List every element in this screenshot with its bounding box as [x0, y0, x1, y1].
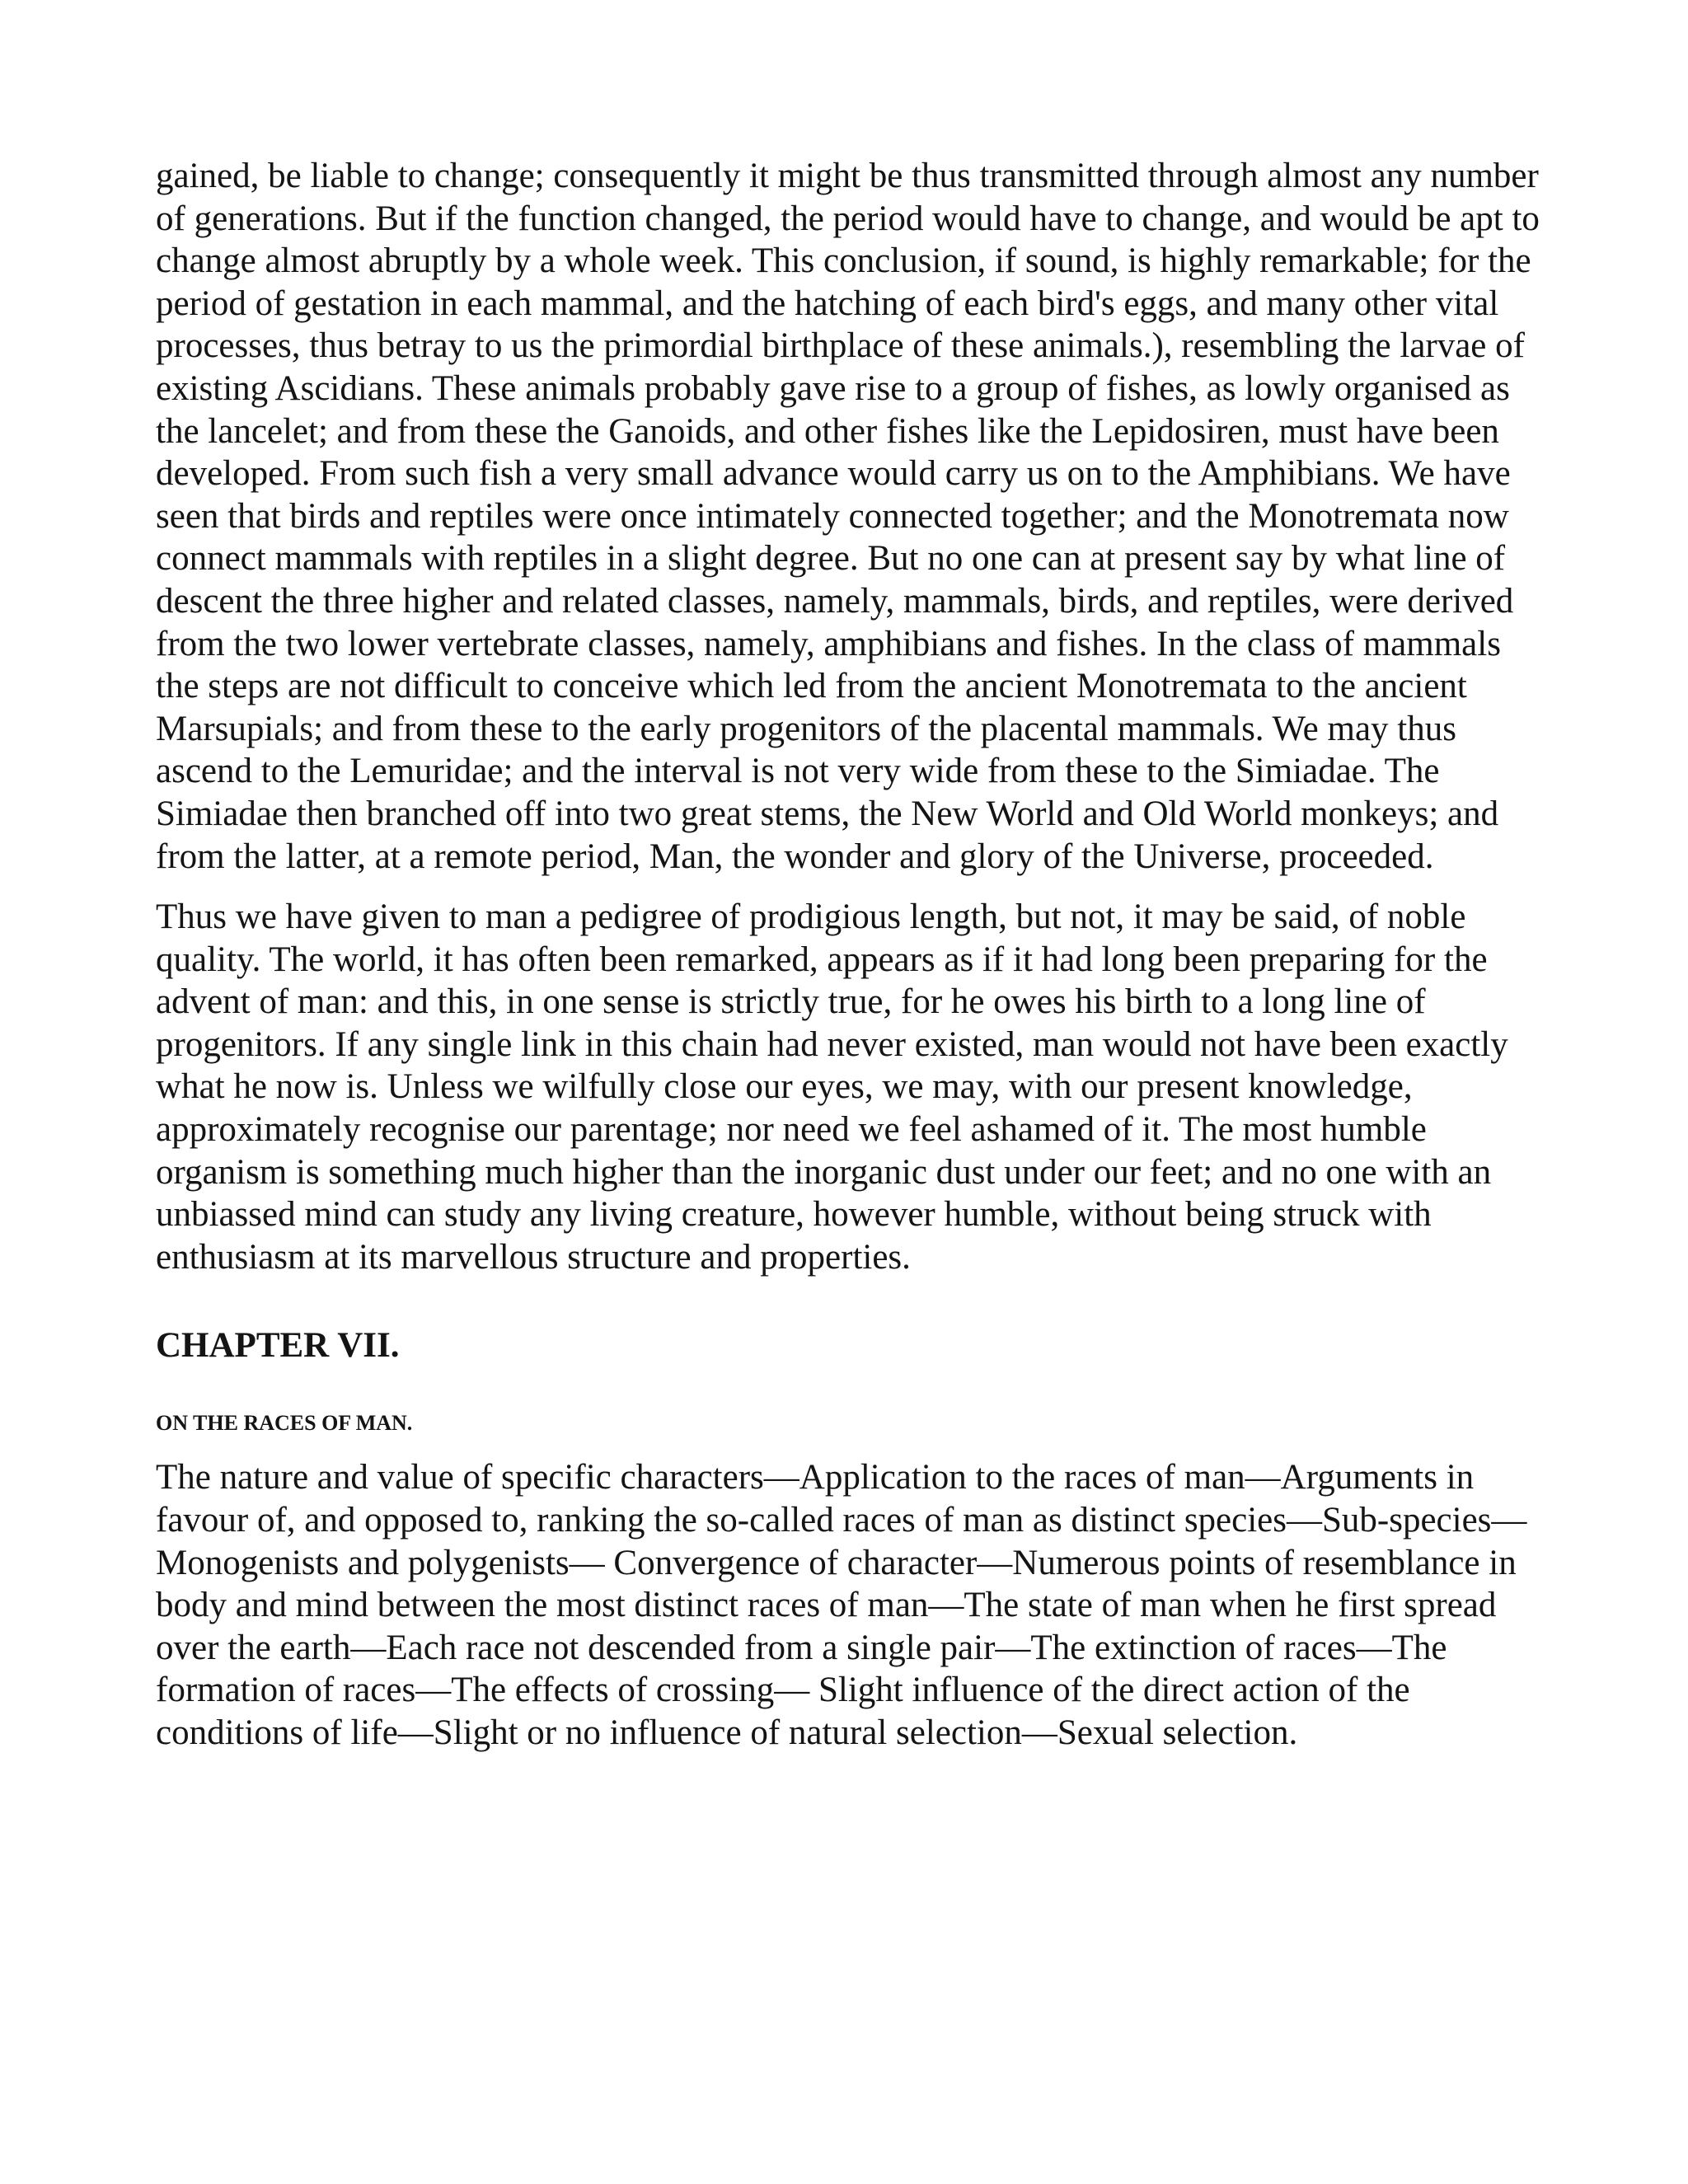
body-paragraph-2: Thus we have given to man a pedigree of prodigious length, but not, it may be said, of noble quality. The world, it has often been remarked, appears as if it had long been preparing for the advent of man: and this, in one sense is strictly true, for he owes his birth to a long line of progenitors. If any single link in this chain had never existed, man would not have been exactly what he now is. Unless we wilfully close our eyes, we may, with our present knowledge, approximately recognise our parentage; nor need we feel ashamed of it. The most humble organism is something much higher than the inorganic dust under our feet; and no one with an unbiassed mind can study any living creature, however humble, without being struck with enthusiasm at its marvellous structure and properties.: [156, 898, 1508, 1277]
chapter-subtitle: ON THE RACES OF MAN.: [156, 1411, 413, 1436]
document-page: [156, 155, 1549, 1755]
chapter-summary: The nature and value of specific characters—Application to the races of man—Arguments in favour of, and opposed to, ranking the so-called races of man as distinct species—Sub-species—Monogenists and polygenists— Convergence of character—Numerous points of resemblance in body and mind between the most distinct races of man—The state of man when he first spread over the earth—Each race not descended from a single pair—The extinction of races—The formation of races—The effects of crossing— Slight influence of the direct action of the conditions of life—Slight or no influence of natural selection—Sexual selection.: [156, 1458, 1527, 1752]
body-paragraph-1: gained, be liable to change; consequently it might be thus transmitted through almost any number of generations. But if the function changed, the period would have to change, and would be apt to change almost abruptly by a whole week. This conclusion, if sound, is highly remarkable; for the period of gestation in each mammal, and the hatching of each bird's eggs, and many other vital processes, thus betray to us the primordial birthplace of these animals.), resembling the larvae of existing Ascidians. These animals probably gave rise to a group of fishes, as lowly organised as the lancelet; and from these the Ganoids, and other fishes like the Lepidosiren, must have been developed. From such fish a very small advance would carry us on to the Amphibians. We have seen that birds and reptiles were once intimately connected together; and the Monotremata now connect mammals with reptiles in a slight degree. But no one can at present say by what line of descent the three higher and related classes, namely, mammals, birds, and reptiles, were derived from the two lower vertebrate classes, namely, amphibians and fishes. In the class of mammals the steps are not difficult to conceive which led from the ancient Monotremata to the ancient Marsupials; and from these to the early progenitors of the placental mammals. We may thus ascend to the Lemuridae; and the interval is not very wide from these to the Simiadae. The Simiadae then branched off into two great stems, the New World and Old World monkeys; and from the latter, at a remote period, Man, the wonder and glory of the Universe, proceeded.: [156, 157, 1540, 876]
chapter-title: CHAPTER VII.: [156, 1326, 400, 1366]
